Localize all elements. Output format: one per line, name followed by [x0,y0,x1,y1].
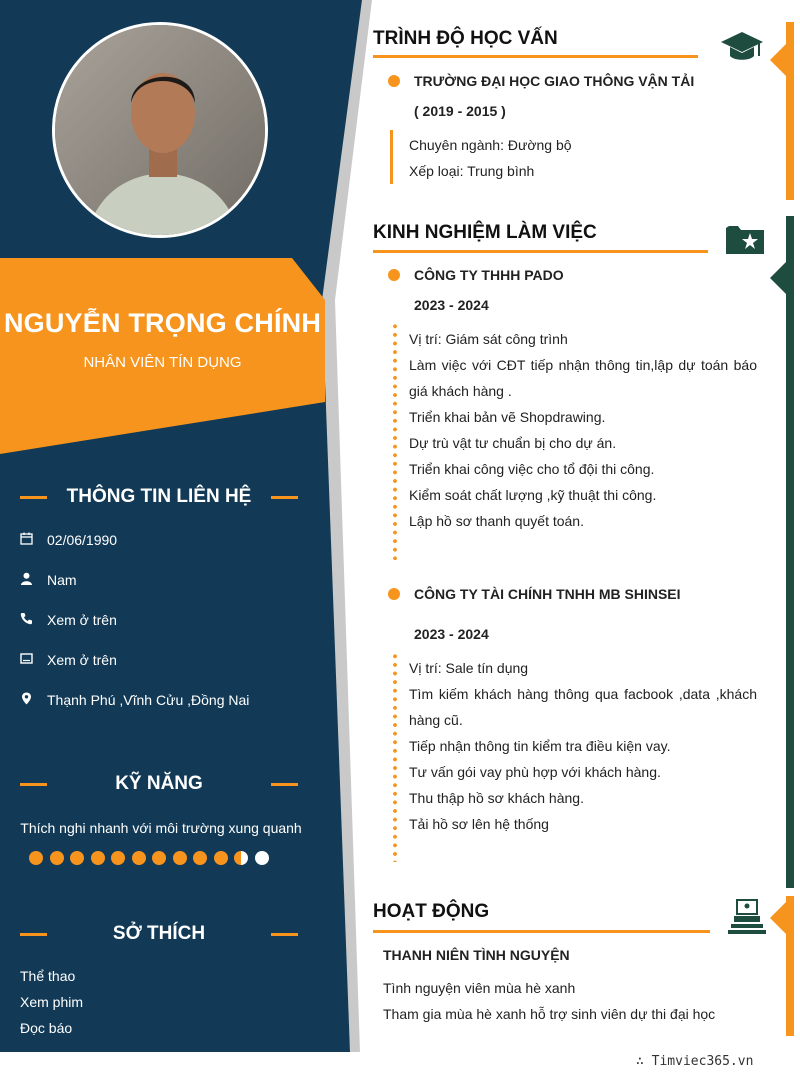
duty-line: Tìm kiếm khách hàng thông qua facbook ,data ,khách hàng cũ. [409,686,757,728]
skill-dot [111,851,125,865]
edge-pointer-3 [770,902,786,934]
hobby-item: Thể thao [20,968,76,984]
duty-line: Lập hồ sơ thanh quyết toán. [409,513,584,529]
education-underline [373,55,698,58]
heading-bar-right [271,783,298,786]
hobby-item: Đọc báo [20,1020,73,1036]
logo-icon: ∴ [636,1054,652,1069]
job-duties [409,655,757,837]
phone-icon [20,612,47,628]
heading-bar-left [20,496,47,499]
duty-line: Vị trí: Sale tín dụng [409,660,529,676]
graduation-cap-icon [720,30,764,69]
job-period: 2023 - 2024 [414,297,489,313]
activity-line: Tình nguyện viên mùa hè xanh [383,980,576,996]
activity-line: Tham gia mùa hè xanh hỗ trợ sinh viên dự thi đại học [383,1006,716,1022]
education-major: Chuyên ngành: Đường bộ [409,137,572,153]
skill-dot [214,851,228,865]
email-icon [20,652,47,668]
user-icon [20,572,47,588]
person-photo-icon [55,25,268,238]
skill-dot [70,851,84,865]
experience-heading: KINH NGHIỆM LÀM VIỆC [373,222,597,243]
contact-heading [20,482,298,512]
folder-star-icon [725,222,765,261]
skill-dot [234,851,248,865]
footer-brand [636,1054,753,1069]
edge-accent-3 [786,896,794,1036]
skill-dot [91,851,105,865]
activities-underline [373,930,710,933]
job-period: 2023 - 2024 [414,626,489,642]
skill-rating [29,851,269,865]
skill-dot [29,851,43,865]
contact-phone [20,610,117,630]
heading-bar-right [271,496,298,499]
activities-heading: HOẠT ĐỘNG [373,901,490,922]
map-pin-icon [20,692,47,708]
edge-accent-2 [786,216,794,888]
hobbies-heading [20,919,298,949]
duty-line: Triển khai bản vẽ Shopdrawing. [409,409,606,425]
duty-line: Tải hồ sơ lên hệ thống [409,816,549,832]
duty-line: Vị trí: Giám sát công trình [409,331,568,347]
duty-line: Tiếp nhận thông tin kiểm tra điều kiện vay. [409,738,671,754]
email-text: Xem ở trên [47,652,117,668]
hobby-item: Xem phim [20,994,84,1010]
duty-line: Làm việc với CĐT tiếp nhận thông tin,lập dự toán báo giá khách hàng . [409,357,757,399]
skill-dot [50,851,64,865]
hobbies-heading-text: SỞ THÍCH [112,923,206,944]
phone-text: Xem ở trên [47,612,117,628]
education-years: ( 2019 - 2015 ) [414,103,506,119]
edge-pointer-2 [770,262,786,294]
job-duties [409,326,757,534]
education-heading: TRÌNH ĐỘ HỌC VẤN [373,28,558,49]
edge-pointer-1 [770,44,786,76]
full-name: NGUYỄN TRỌNG CHÍNH [3,308,322,338]
education-timeline [390,130,393,184]
duty-line: Kiểm soát chất lượng ,kỹ thuật thi công. [409,487,657,503]
job-company: CÔNG TY TÀI CHÍNH TNHH MB SHINSEI [414,586,681,602]
school-name: TRƯỜNG ĐẠI HỌC GIAO THÔNG VẬN TẢI [414,73,695,89]
contact-email [20,650,117,670]
job-bullet [388,588,400,600]
duty-line: Triển khai công việc cho tổ đội thi công. [409,461,655,477]
skill-dot [255,851,269,865]
heading-bar-right [271,933,298,936]
skills-heading [20,769,298,799]
job-title: NHÂN VIÊN TÍN DỤNG [83,354,242,371]
job-timeline [393,322,397,560]
calendar-icon [20,532,47,548]
profile-photo [52,22,268,238]
skill-dot [152,851,166,865]
duty-line: Dự trù vật tư chuẩn bị cho dự án. [409,435,617,451]
experience-underline [373,250,708,253]
job-bullet [388,269,400,281]
podium-icon [728,898,766,941]
skill-name: Thích nghi nhanh với môi trường xung quanh [20,820,302,836]
activity-title: THANH NIÊN TÌNH NGUYỆN [383,947,570,963]
job-timeline [393,652,397,862]
heading-bar-left [20,783,47,786]
skill-dot [193,851,207,865]
education-grade: Xếp loại: Trung bình [409,163,535,179]
skill-dot [173,851,187,865]
heading-bar-left [20,933,47,936]
birthday-text: 02/06/1990 [47,532,118,548]
duty-line: Tư vấn gói vay phù hợp với khách hàng. [409,764,661,780]
skill-dot [132,851,146,865]
gender-text: Nam [47,572,77,588]
job-company: CÔNG TY THHH PADO [414,267,564,283]
skills-heading-text: KỸ NĂNG [115,773,203,794]
address-text: Thạnh Phú ,Vĩnh Cửu ,Đồng Nai [47,692,250,708]
contact-address [20,690,249,710]
contact-birthday [20,530,117,550]
contact-heading-text: THÔNG TIN LIÊN HỆ [66,486,252,507]
edge-accent-1 [786,22,794,200]
education-bullet [388,75,400,87]
contact-gender [20,570,77,590]
brand-text: Timviec365.vn [651,1054,754,1069]
duty-line: Thu thập hồ sơ khách hàng. [409,790,584,806]
